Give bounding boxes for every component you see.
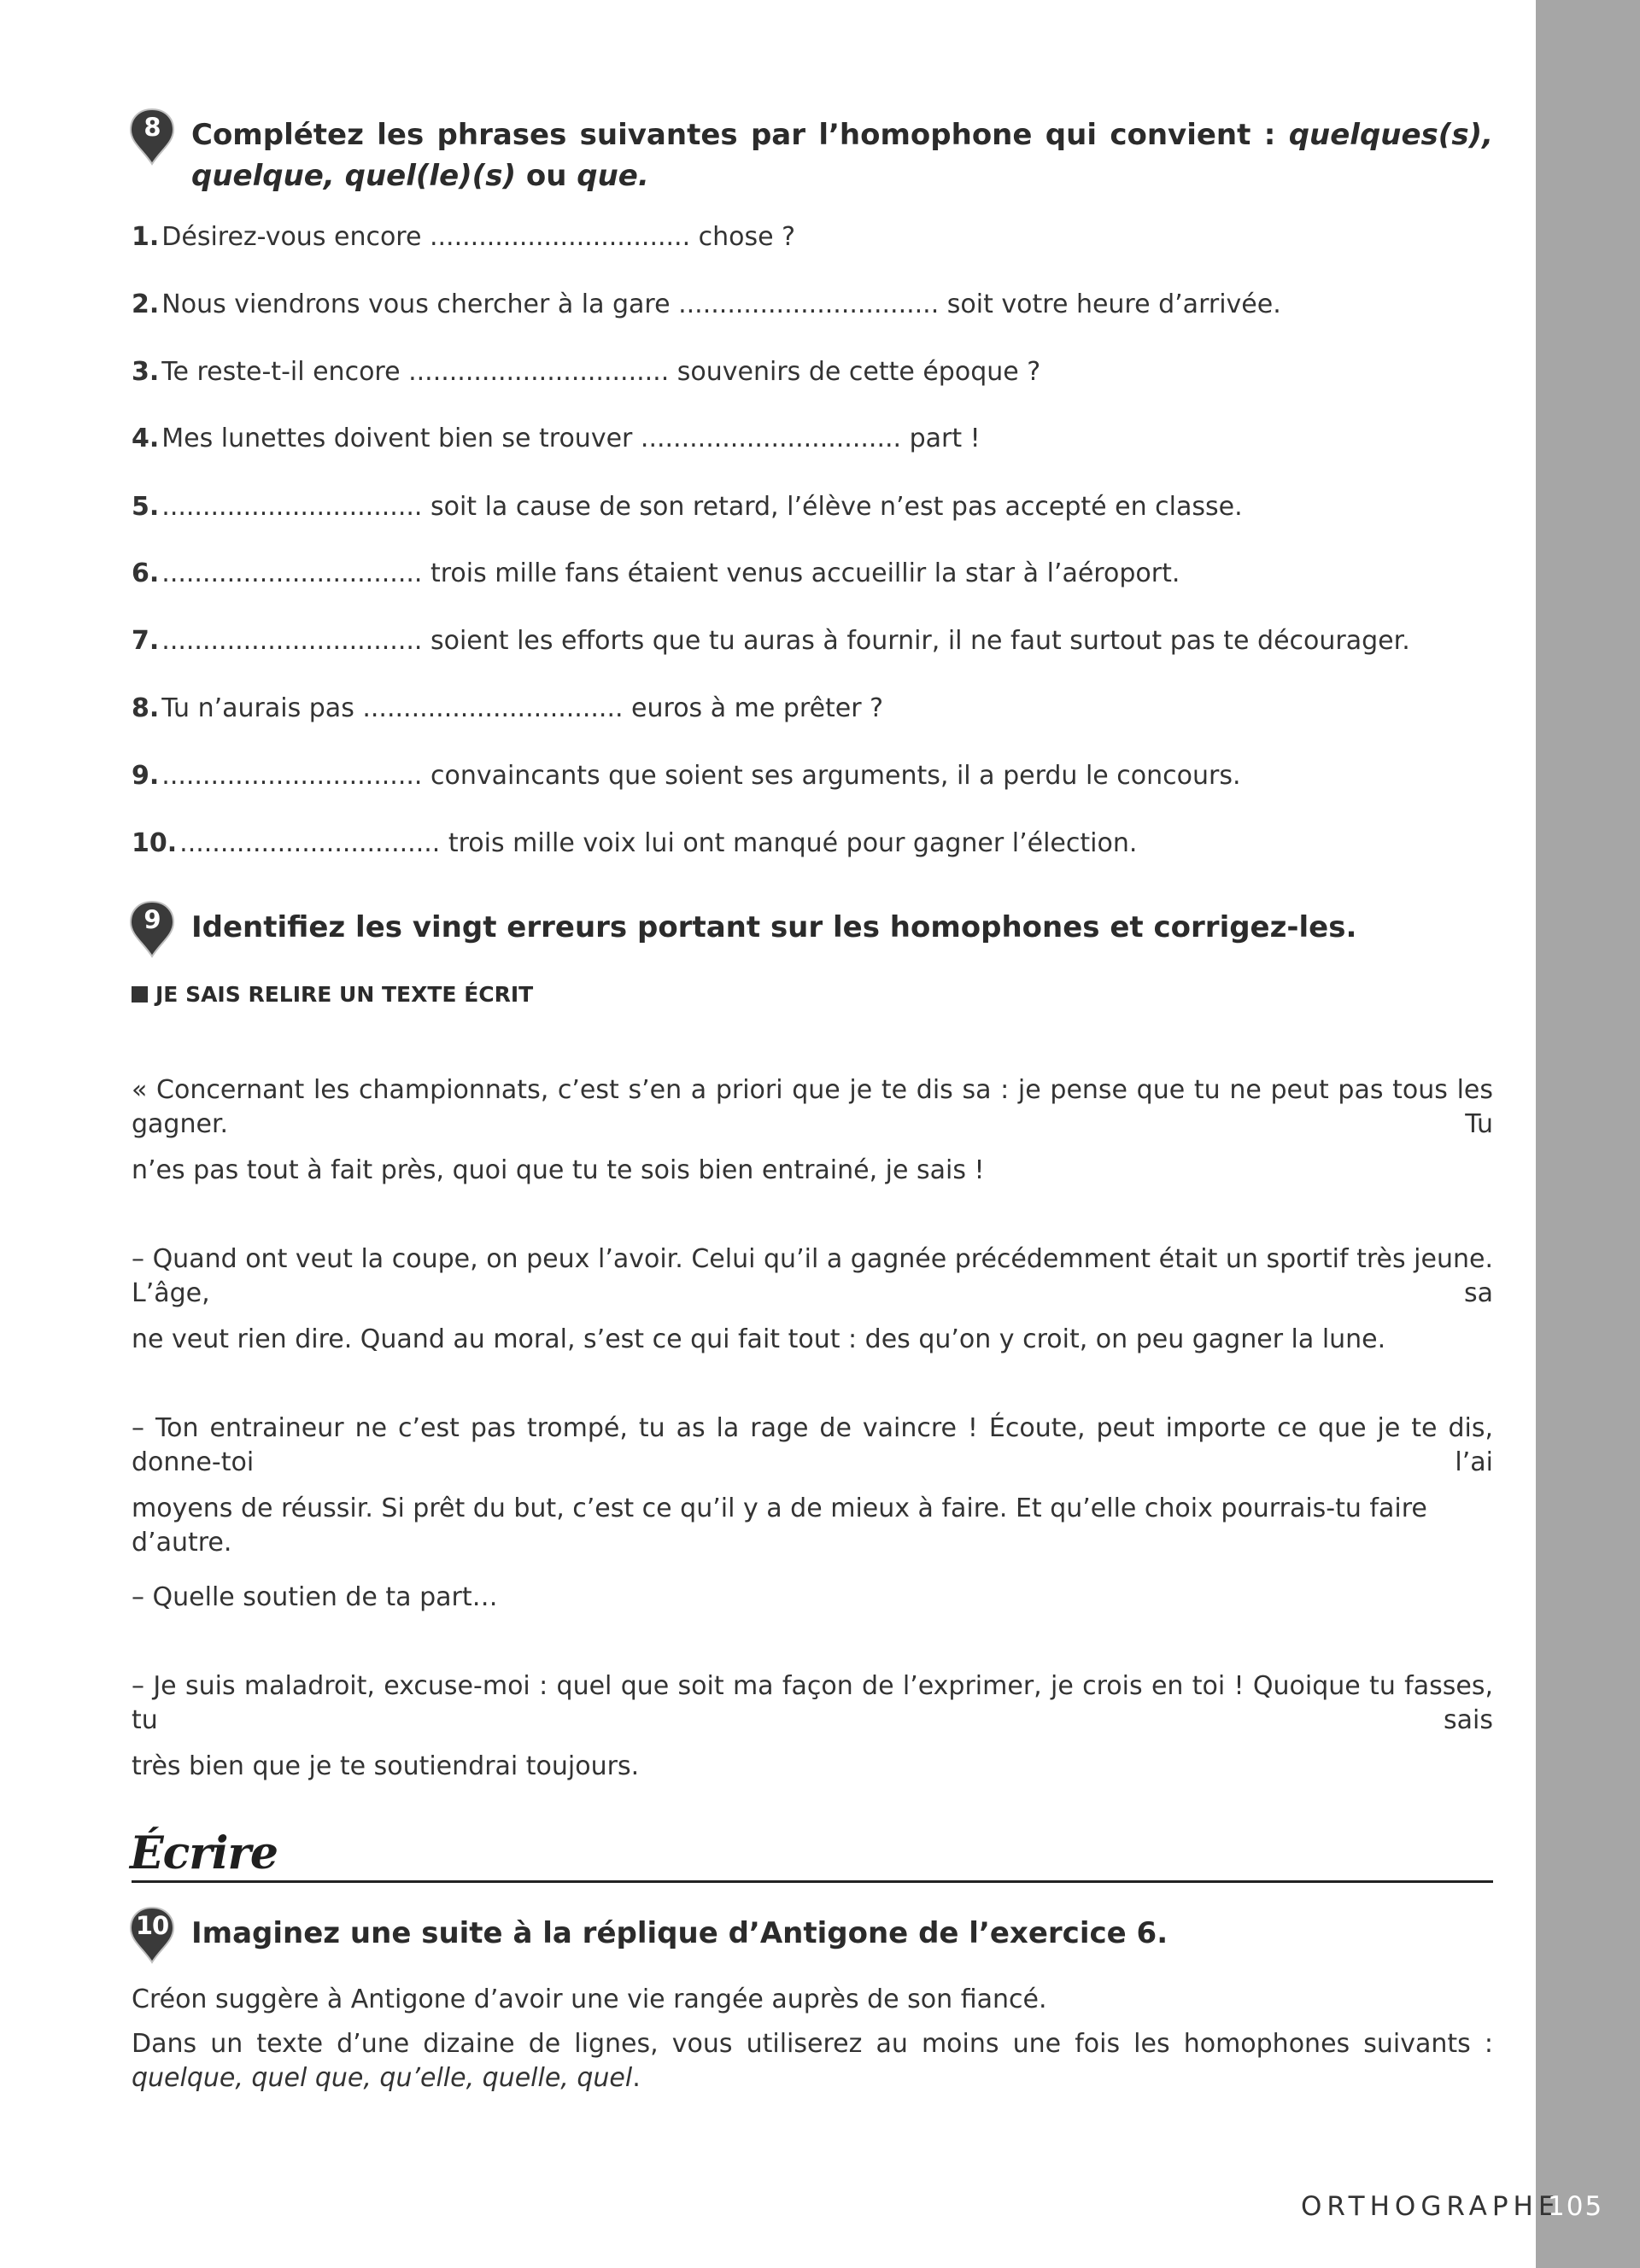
exercise-number-badge [128, 108, 176, 166]
square-bullet-icon [132, 986, 148, 1002]
question-item: 2. Nous viendrons vous chercher à la gare ................................ soit votre heure d’arrivée. [132, 289, 1281, 319]
text-line: ne veut rien dire. Quand au moral, s’est ce qui fait tout : des qu’on y croit, on peu gagner la lune. [132, 1324, 1386, 1354]
instruction-line: Créon suggère à Antigone d’avoir une vie rangée auprès de son fiancé. [132, 1984, 1047, 2014]
exercise-title: Complétez les phrases suivantes par l’homophone qui convient : quelques(s), quelque, quel(le)(s) ou que. [191, 118, 1494, 193]
section-rule [132, 1880, 1493, 1883]
question-item: 10. ................................ trois mille voix lui ont manqué pour gagner l’élection. [132, 828, 1138, 858]
text-line: n’es pas tout à fait près, quoi que tu te sois bien entrainé, je sais ! [132, 1155, 985, 1185]
text-line: très bien que je te soutiendrai toujours. [132, 1751, 640, 1781]
exercise-title: Imaginez une suite à la réplique d’Antigone de l’exercice 6. [191, 1916, 1168, 1950]
question-item: 6. ................................ trois mille fans étaient venus accueillir la star à l’aéroport. [132, 558, 1180, 588]
text-line: – Quand ont veut la coupe, on peux l’avoir. Celui qu’il a gagnée précédemment était un sportif très jeune. L’âge, sa [132, 1244, 1493, 1308]
text-line: – Quelle soutien de ta part… [132, 1582, 498, 1612]
page-margin-band [1536, 0, 1640, 2268]
question-item: 1. Désirez-vous encore ................................ chose ? [132, 222, 796, 252]
footer-section-label: ORTHOGRAPHE [1301, 2191, 1561, 2222]
exercise-number: 8 [144, 113, 161, 142]
question-item: 7. ................................ soient les efforts que tu auras à fournir, il ne faut surtout pas te décourager. [132, 626, 1410, 656]
exercise-number-badge [128, 1906, 176, 1964]
question-item: 5. ................................ soit la cause de son retard, l’élève n’est pas accepté en classe. [132, 492, 1243, 522]
question-item: 8. Tu n’aurais pas ................................ euros à me prêter ? [132, 693, 884, 723]
section-title: Écrire [130, 1827, 278, 1879]
instruction-line: Dans un texte d’une dizaine de lignes, vous utiliserez au moins une fois les homophones suivants : quelque, quel que, qu’elle, quelle, quel. [132, 2029, 1493, 2093]
page-number: 105 [1548, 2191, 1604, 2222]
exercise-number: 10 [135, 1911, 169, 1940]
question-item: 3. Te reste-t-il encore ................................ souvenirs de cette époque ? [132, 357, 1041, 387]
text-line: moyens de réussir. Si prêt du but, c’est ce qu’il y a de mieux à faire. Et qu’elle choix pourrais-tu faire d’autre. [132, 1493, 1427, 1558]
exercise-9-header [132, 907, 1493, 948]
question-item: 4. Mes lunettes doivent bien se trouver ................................ part ! [132, 424, 981, 453]
text-line: – Je suis maladroit, excuse-moi : quel que soit ma façon de l’exprimer, je crois en toi ! Quoique tu fasses, tu sais [132, 1671, 1493, 1735]
text-line: « Concernant les championnats, c’est s’en a priori que je te dis sa : je pense que tu ne peut pas tous les gagner. Tu [132, 1075, 1493, 1139]
exercise-number-badge [128, 900, 176, 958]
question-item: 9. ................................ convaincants que soient ses arguments, il a perdu le concours. [132, 761, 1241, 791]
skill-heading: JE SAIS RELIRE UN TEXTE ÉCRIT [132, 982, 533, 1007]
text-line: – Ton entraineur ne c’est pas trompé, tu as la rage de vaincre ! Écoute, peut importe ce que je te dis, donne-toi l’ai [132, 1413, 1493, 1477]
exercise-number: 9 [144, 905, 161, 934]
exercise-10-header [132, 1913, 1493, 1954]
exercise-title: Identifiez les vingt erreurs portant sur les homophones et corrigez-les. [191, 910, 1357, 944]
exercise-8-header [132, 114, 1493, 196]
